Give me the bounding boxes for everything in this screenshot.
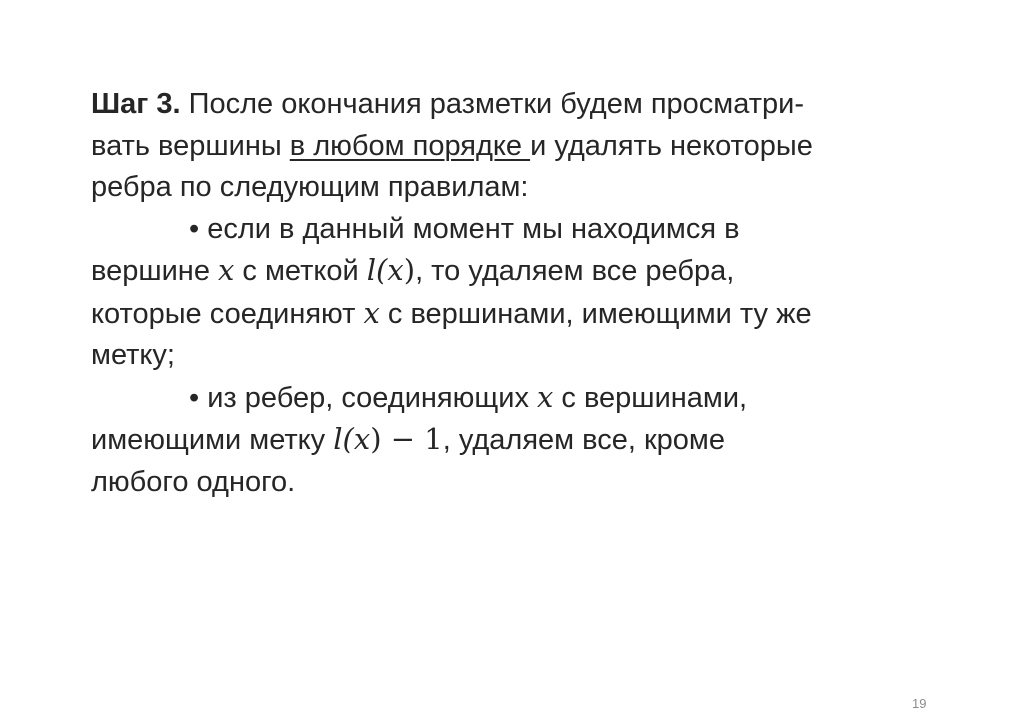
text-fragment: , то удаляем все ребра, xyxy=(415,255,735,287)
text-fragment: имеющими метку xyxy=(91,424,334,456)
text-fragment: вать вершины xyxy=(91,129,290,162)
bullet-1-line-2 xyxy=(91,250,911,293)
emphasis-any-order: в любом порядке xyxy=(289,129,531,162)
math-label-close: ) xyxy=(370,422,382,456)
text-fragment: с меткой xyxy=(234,255,367,287)
text-fragment: • из ребер, соединяющих xyxy=(189,381,537,414)
bullet-1-line-4: метку; xyxy=(91,339,175,371)
text-fragment: и удалять некоторые xyxy=(530,129,813,162)
text-fragment: вершине xyxy=(91,255,219,287)
math-var-x: x xyxy=(387,253,404,287)
math-label-open: l( xyxy=(333,422,354,456)
page-number: 19 xyxy=(912,696,927,711)
math-var-x: x xyxy=(363,295,380,330)
math-label-close: ) xyxy=(403,253,416,287)
bullet-2-line-1 xyxy=(91,377,911,420)
bullet-1-line-1: • если в данный момент мы находимся в xyxy=(189,212,740,245)
math-label-open: l( xyxy=(366,253,388,287)
bullet-2-line-2 xyxy=(91,419,911,462)
text-fragment: которые соединяют xyxy=(91,297,364,330)
math-var-x: x xyxy=(537,379,554,414)
step-line-3: ребра по следующим правилам: xyxy=(91,171,529,203)
slide-body xyxy=(91,84,911,503)
step-line-1 xyxy=(91,84,911,126)
text-fragment: с вершинами, имеющими ту же xyxy=(379,297,812,330)
step-label: Шаг 3. xyxy=(91,88,181,120)
math-var-x: x xyxy=(353,422,371,456)
text-fragment: , удаляем все, кроме xyxy=(442,424,725,456)
bullet-1-line-3 xyxy=(91,293,911,336)
step-line-2 xyxy=(91,126,911,168)
text-fragment: с вершинами, xyxy=(553,381,748,414)
math-var-x: x xyxy=(218,253,235,287)
math-minus-one: − 1 xyxy=(381,422,443,456)
step-text: После окончания разметки будем просматри- xyxy=(180,88,804,120)
bullet-2-line-3: любого одного. xyxy=(91,465,296,498)
